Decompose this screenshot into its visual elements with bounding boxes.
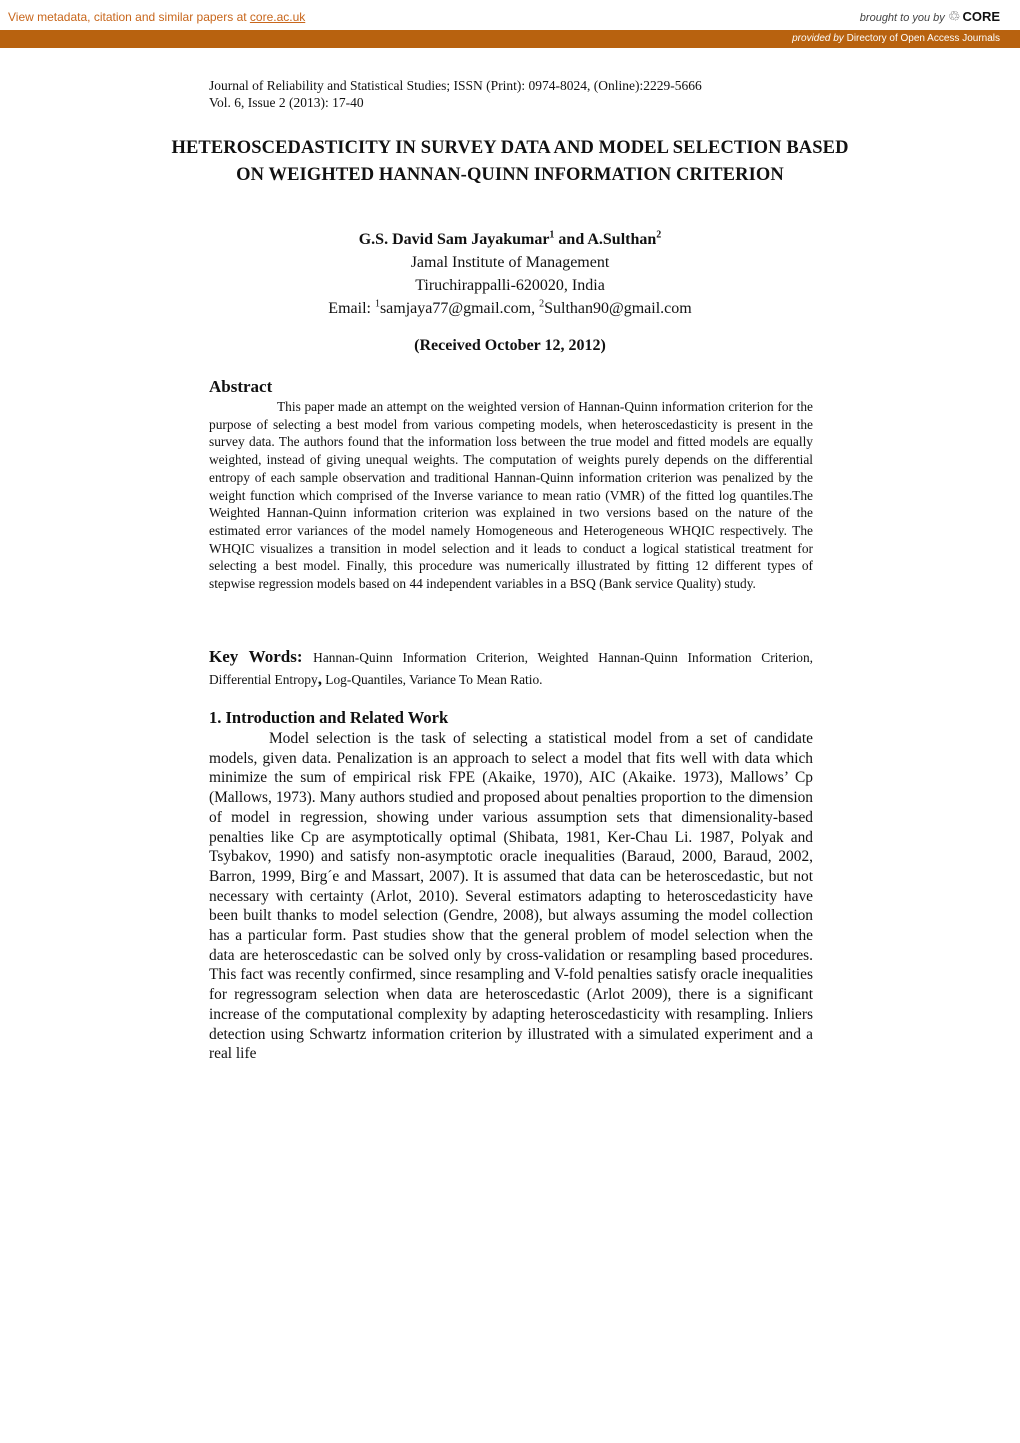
email-line bbox=[170, 297, 850, 320]
core-metadata-text: View metadata, citation and similar papers at bbox=[8, 10, 250, 24]
core-attribution bbox=[860, 8, 1000, 25]
keywords-comma: , bbox=[317, 669, 322, 688]
author-block bbox=[170, 228, 850, 320]
author-1-sup: 1 bbox=[549, 229, 555, 241]
core-banner bbox=[0, 0, 1020, 30]
section-1-heading: 1. Introduction and Related Work bbox=[209, 708, 449, 727]
brought-to-you-text: brought to you by bbox=[859, 12, 945, 24]
author-names bbox=[170, 228, 850, 251]
abstract-text: This paper made an attempt on the weighted version of Hannan-Quinn information criterion for the purpose of selecting a best model from various competing models, when heteroscedasticity is present in the survey data. The authors found that the information loss between the true model and fitted models are equally weighted, instead of giving unequal weights. The computation of weights purely depends on the differential entropy of each sample observation and traditional Hannan-Quinn information criterion was penalized by the weight function which comprised of the Inverse variance to mean ratio (VMR) of the fitted log quantiles.The Weighted Hannan-Quinn information criterion was explained in two versions based on the nature of the estimated error variances of the model namely Homogeneous and Heterogeneous WHQIC respectively. The WHQIC visualizes a transition in model selection and it leads to conduct a logical statistical treatment for selecting a best model. Finally, this procedure was numerically illustrated by fitting 12 different types of stepwise regression models based on 44 independent variables in a BSQ (Bank service Quality) study. bbox=[209, 399, 813, 592]
paper-title: HETEROSCEDASTICITY IN SURVEY DATA AND MODEL SELECTION BASED ON WEIGHTED HANNAN-QUINN INFORMATION CRITERION bbox=[171, 138, 849, 185]
journal-issn-line: Journal of Reliability and Statistical Studies; ISSN (Print): 0974-8024, (Online):2229-5666 bbox=[209, 78, 702, 93]
received-date: (Received October 12, 2012) bbox=[414, 337, 606, 354]
journal-volume-line: Vol. 6, Issue 2 (2013): 17-40 bbox=[209, 95, 364, 110]
email-1-sup: 1 bbox=[374, 298, 380, 310]
affiliation: Jamal Institute of Management bbox=[410, 254, 610, 271]
email-label: Email: bbox=[328, 300, 375, 317]
provided-by-text: provided by bbox=[792, 33, 844, 44]
provider-link[interactable]: Directory of Open Access Journals bbox=[846, 33, 1000, 44]
author-1: G.S. David Sam Jayakumar bbox=[358, 231, 550, 248]
keywords-list-2: Log-Quantiles, Variance To Mean Ratio. bbox=[321, 672, 543, 687]
abstract-heading: Abstract bbox=[209, 377, 273, 396]
keywords-label: Key Words: bbox=[209, 647, 314, 666]
provider-notice bbox=[792, 33, 1000, 44]
author-2: and A.Sulthan bbox=[554, 231, 657, 248]
section-1-body: Model selection is the task of selecting a statistical model from a set of candidate models, given data. Penalization is an approach to select a model that fits well with data which minimize the sum of empirical risk FPE (Akaike, 1970), AIC (Akaike. 1973), Mallows’ Cp (Mallows, 1973). Many authors studied and proposed about penalties proportion to the dimension of model in regression, showing under various assumption sets that dimensionality-based penalties like Cp are asymptotically optimal (Shibata, 1981, Ker-Chau Li. 1987, Polyak and Tsybakov, 1990) and satisfy non-asymptotic oracle inequalities (Baraud, 2000, Baraud, 2002, Barron, 1999, Birg´e and Massart, 2007). It is assumed that data can be heteroscedastic, but not necessary with certainty (Arlot, 2010). Several estimators adapting to heteroscedasticity have been built thanks to model selection (Gendre, 2008), but always assuming the model collection has a particular form. Past studies show that the general problem of model selection when the data are heteroscedastic can be solved only by cross-validation or resampling based procedures. This fact was recently confirmed, since resampling and V-fold penalties satisfy oracle inequalities for regressogram selection when data are heteroscedastic (Arlot 2009), there is a significant increase of the computational complexity by adapting heteroscedasticity with resampling. Inliers detection using Schwartz information criterion by illustrated with a simulated experiment and a real life bbox=[209, 730, 813, 1063]
email-1: samjaya77@gmail.com, bbox=[379, 300, 540, 317]
core-metadata-notice bbox=[8, 10, 305, 24]
email-2-sup: 2 bbox=[539, 298, 545, 310]
author-2-sup: 2 bbox=[656, 229, 662, 241]
location: Tiruchirappalli-620020, India bbox=[415, 277, 605, 294]
keywords bbox=[209, 646, 813, 690]
provider-banner bbox=[0, 30, 1020, 48]
email-2: Sulthan90@gmail.com bbox=[544, 300, 692, 317]
keywords-list-1: Hannan-Quinn Information Criterion, Weighted Hannan-Quinn Information Criterion, Differential Entropy bbox=[209, 650, 813, 687]
core-link[interactable]: core.ac.uk bbox=[249, 10, 306, 24]
core-logo-icon: ♲ bbox=[947, 8, 961, 24]
journal-header bbox=[209, 77, 809, 111]
core-logo-text[interactable]: CORE bbox=[962, 9, 1000, 24]
